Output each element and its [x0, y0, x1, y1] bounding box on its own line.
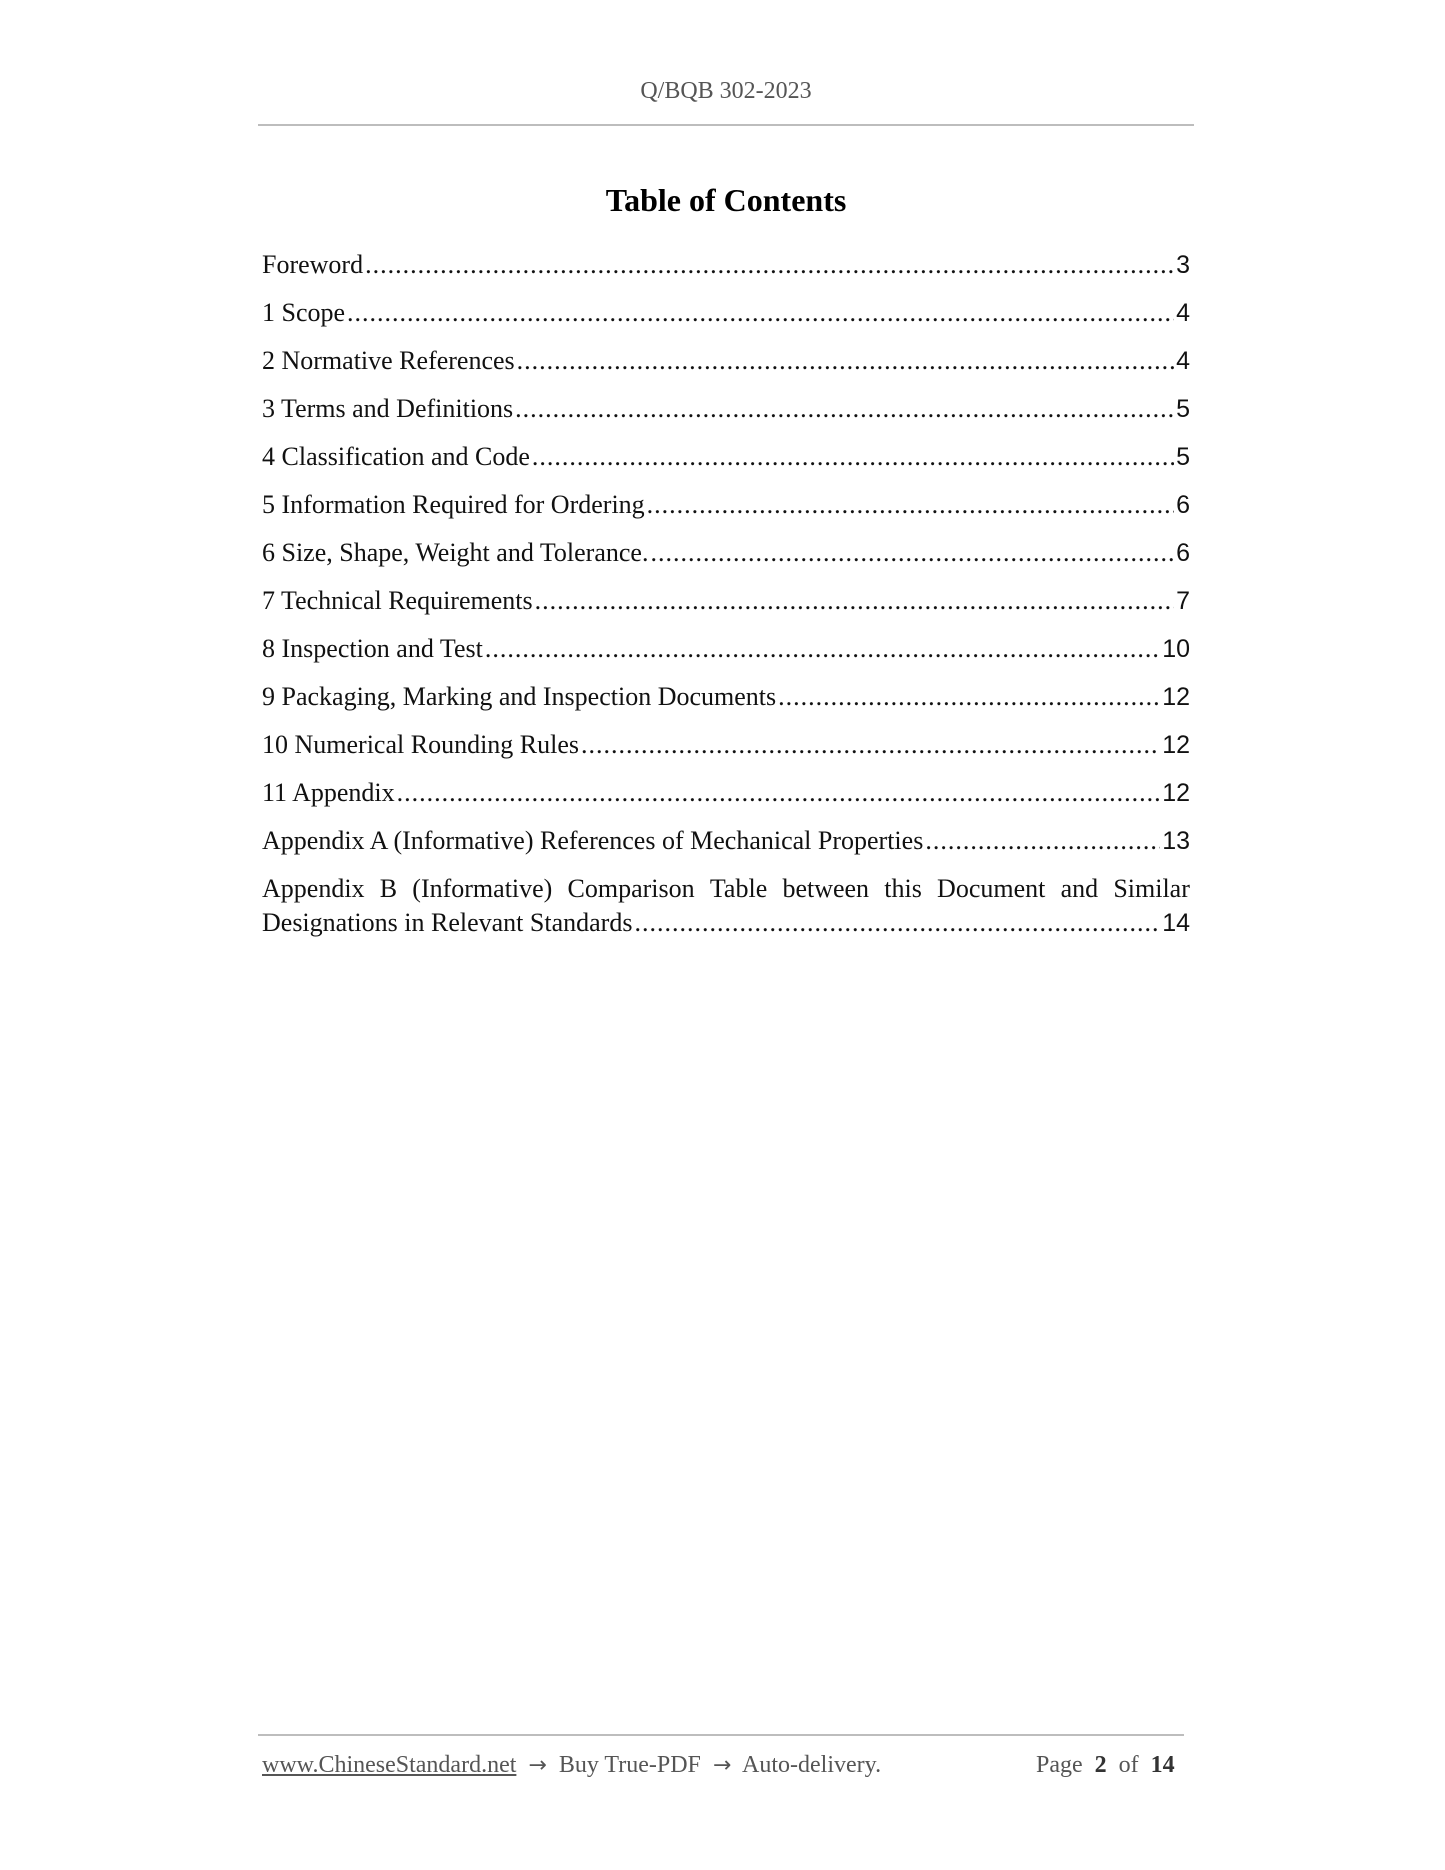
toc-dot-leader — [535, 584, 1174, 618]
toc-entry-page: 12 — [1162, 779, 1190, 807]
toc-entry[interactable] — [262, 440, 1190, 474]
toc-entry-word: and — [1060, 874, 1099, 903]
toc-entry-text: 1 Scope — [262, 298, 346, 327]
toc-entry-text: Appendix A (Informative) References of Mechanical Properties — [262, 826, 924, 855]
toc-entry-text: Foreword — [262, 250, 364, 279]
toc-entry-page: 10 — [1162, 635, 1190, 663]
arrow-right-icon: → — [712, 1753, 732, 1778]
toc-entry-text: 3 Terms and Definitions — [262, 394, 514, 423]
toc-entry-word: Comparison — [567, 874, 695, 903]
toc-entry-page: 6 — [1176, 539, 1190, 567]
page-current: 2 — [1094, 1752, 1107, 1778]
toc-dot-leader — [515, 392, 1174, 426]
toc-entry-text: 7 Technical Requirements — [262, 586, 533, 615]
toc-entry[interactable] — [262, 344, 1190, 378]
toc-entry-page: 3 — [1176, 251, 1190, 279]
toc-entry-word: (Informative) — [412, 874, 553, 903]
toc-entry-text: 10 Numerical Rounding Rules — [262, 730, 580, 759]
table-of-contents — [262, 248, 1190, 954]
header-divider — [258, 124, 1194, 126]
toc-entry-page: 4 — [1176, 299, 1190, 327]
toc-entry[interactable] — [262, 632, 1190, 666]
toc-entry-text: 2 Normative References — [262, 346, 515, 375]
toc-entry[interactable] — [262, 824, 1190, 858]
footer-divider — [258, 1734, 1184, 1736]
document-code-header: Q/BQB 302-2023 — [640, 78, 812, 104]
toc-entry[interactable] — [262, 536, 1190, 570]
toc-entry-word: this — [884, 874, 922, 903]
toc-entry[interactable] — [262, 776, 1190, 810]
toc-entries — [262, 248, 1190, 858]
toc-dot-leader — [532, 440, 1174, 474]
toc-entry-page: 12 — [1162, 683, 1190, 711]
toc-entry[interactable] — [262, 248, 1190, 282]
footer-step-delivery: Auto-delivery. — [742, 1752, 882, 1778]
toc-entry-word: Document — [937, 874, 1046, 903]
toc-dot-leader — [485, 632, 1160, 666]
footer-promo — [262, 1752, 881, 1779]
toc-entry[interactable] — [262, 680, 1190, 714]
toc-entry-word: Similar — [1113, 874, 1190, 903]
toc-entry-word: B — [379, 874, 398, 903]
toc-dot-leader — [650, 536, 1174, 570]
toc-dot-leader — [365, 248, 1174, 282]
toc-entry-text: 9 Packaging, Marking and Inspection Documents — [262, 682, 777, 711]
toc-entry-word: Table — [709, 874, 768, 903]
toc-entry-text: 8 Inspection and Test — [262, 634, 483, 663]
toc-entry-text: Designations in Relevant Standards — [262, 908, 633, 937]
page-label: Page — [1036, 1752, 1083, 1778]
page-indicator — [1036, 1752, 1175, 1779]
toc-entry-page: 5 — [1176, 395, 1190, 423]
toc-entry-appendix-b-line2 — [262, 906, 1190, 940]
of-label: of — [1118, 1752, 1139, 1778]
toc-entry-text: 11 Appendix — [262, 778, 395, 807]
toc-entry-appendix-b-line1 — [262, 872, 1190, 906]
website-link[interactable]: www.ChineseStandard.net — [262, 1752, 517, 1778]
toc-dot-leader — [647, 488, 1174, 522]
toc-entry-page: 13 — [1162, 827, 1190, 855]
toc-entry-text: 4 Classification and Code — [262, 442, 530, 471]
toc-entry[interactable] — [262, 488, 1190, 522]
toc-entry[interactable] — [262, 584, 1190, 618]
toc-entry[interactable] — [262, 392, 1190, 426]
footer-step-buy: Buy True-PDF — [558, 1752, 701, 1778]
toc-entry-page: 14 — [1162, 909, 1190, 937]
toc-entry-page: 6 — [1176, 491, 1190, 519]
toc-dot-leader — [925, 824, 1160, 858]
toc-dot-leader — [634, 906, 1160, 940]
toc-entry-appendix-b[interactable] — [262, 872, 1190, 940]
arrow-right-icon: → — [528, 1753, 547, 1778]
toc-entry-page: 4 — [1176, 347, 1190, 375]
toc-entry-page: 5 — [1176, 443, 1190, 471]
toc-entry[interactable] — [262, 728, 1190, 762]
toc-entry[interactable] — [262, 296, 1190, 330]
toc-entry-text: 6 Size, Shape, Weight and Tolerance. — [262, 538, 649, 567]
toc-entry-page: 7 — [1176, 587, 1190, 615]
toc-entry-word: between — [782, 874, 870, 903]
toc-dot-leader — [581, 728, 1160, 762]
toc-dot-leader — [778, 680, 1160, 714]
toc-entry-word: Appendix — [262, 874, 365, 903]
page-total: 14 — [1150, 1752, 1175, 1778]
toc-dot-leader — [397, 776, 1161, 810]
toc-entry-page: 12 — [1162, 731, 1190, 759]
toc-title: Table of Contents — [605, 182, 847, 218]
toc-dot-leader — [347, 296, 1174, 330]
toc-dot-leader — [517, 344, 1174, 378]
toc-entry-text: 5 Information Required for Ordering — [262, 490, 645, 519]
